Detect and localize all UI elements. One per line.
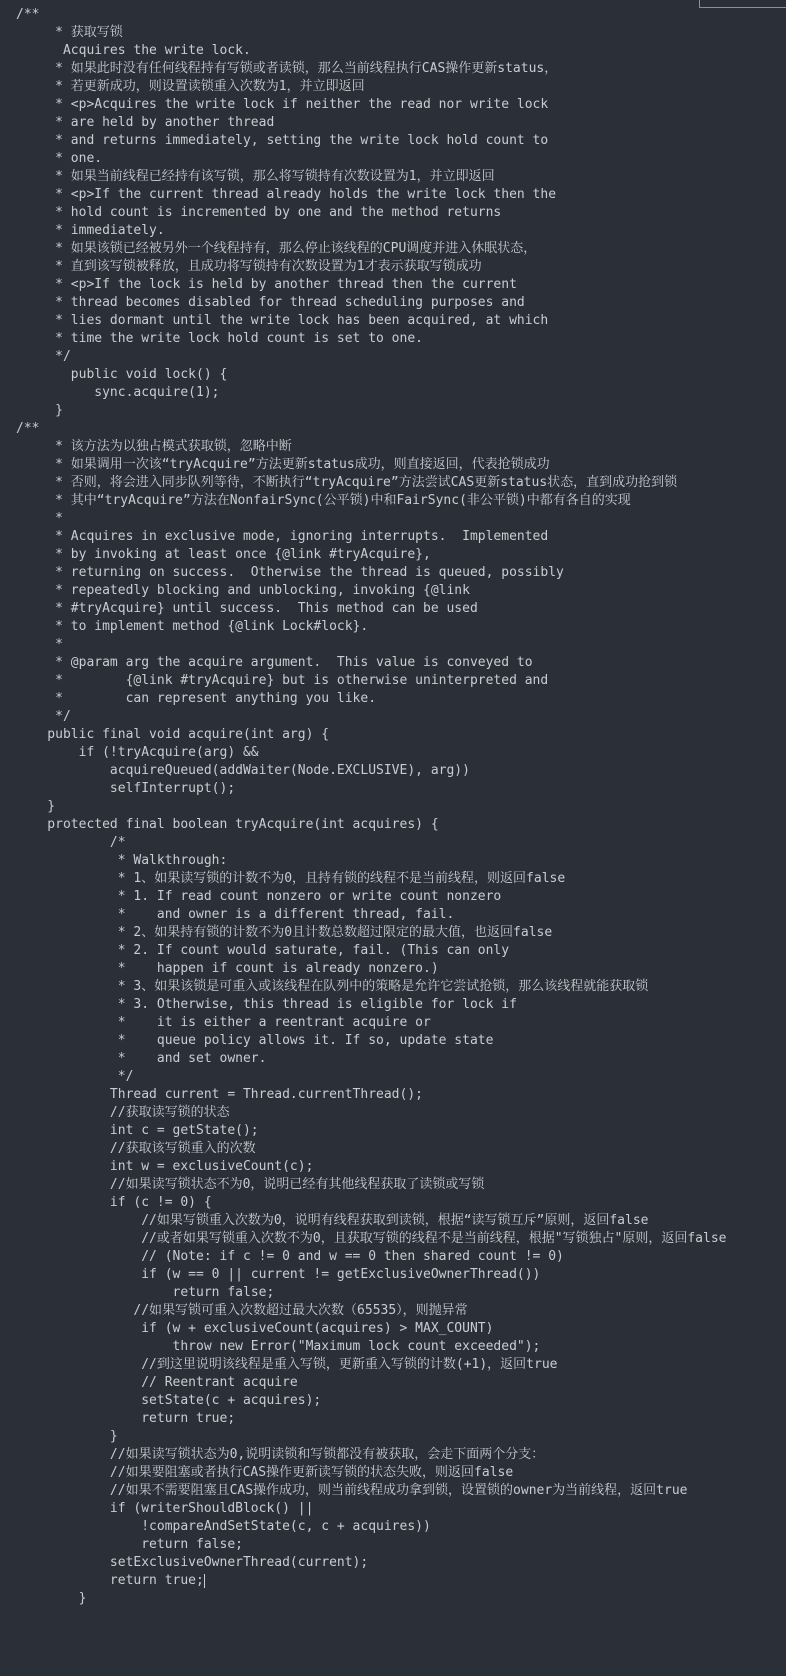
code-line: * queue policy allows it. If so, update state xyxy=(16,1033,494,1048)
code-line: * can represent anything you like. xyxy=(16,691,377,706)
code-line: //如果写锁可重入次数超过最大次数（65535），则抛异常 xyxy=(16,1303,468,1318)
code-line: if (writerShouldBlock() || xyxy=(16,1501,314,1516)
code-line: // Reentrant acquire xyxy=(16,1375,298,1390)
top-right-panel-edge xyxy=(699,0,786,8)
code-line: setState(c + acquires); xyxy=(16,1393,322,1408)
code-line: return true; xyxy=(16,1573,204,1588)
code-line: /** xyxy=(16,7,40,22)
code-line: //如果不需要阻塞且CAS操作成功，则当前线程成功拿到锁，设置锁的owner为当前线程，返回true xyxy=(16,1483,688,1498)
code-line: * 直到该写锁被释放，且成功将写锁持有次数设置为1才表示获取写锁成功 xyxy=(16,259,482,274)
code-line: if (!tryAcquire(arg) && xyxy=(16,745,259,760)
code-line: * to implement method {@link Lock#lock}. xyxy=(16,619,369,634)
code-line: * thread becomes disabled for thread scheduling purposes and xyxy=(16,295,525,310)
text-cursor xyxy=(204,1574,205,1588)
code-line: * time the write lock hold count is set to one. xyxy=(16,331,423,346)
code-line: * and owner is a different thread, fail. xyxy=(16,907,455,922)
code-line: setExclusiveOwnerThread(current); xyxy=(16,1555,369,1570)
code-line: * 2. If count would saturate, fail. (This can only xyxy=(16,943,510,958)
code-line: * xyxy=(16,637,63,652)
code-line: * Acquires in exclusive mode, ignoring interrupts. Implemented xyxy=(16,529,549,544)
code-line: } xyxy=(16,1429,118,1444)
code-line: } xyxy=(16,1591,87,1606)
code-line: * lies dormant until the write lock has been acquired, at which xyxy=(16,313,549,328)
code-line: //获取该写锁重入的次数 xyxy=(16,1141,256,1156)
code-line: * repeatedly blocking and unblocking, invoking {@link xyxy=(16,583,470,598)
code-line: //或者如果写锁重入次数不为0，且获取写锁的线程不是当前线程，根据"写锁独占"原则，返回false xyxy=(16,1231,727,1246)
code-line: //如果读写锁状态不为0，说明已经有其他线程获取了读锁或写锁 xyxy=(16,1177,485,1192)
code-line: * 1. If read count nonzero or write count nonzero xyxy=(16,889,502,904)
code-line: //如果写锁重入次数为0，说明有线程获取到读锁，根据“读写锁互斥”原则，返回false xyxy=(16,1213,649,1228)
code-line: //获取读写锁的状态 xyxy=(16,1105,230,1120)
code-line: * {@link #tryAcquire} but is otherwise uninterpreted and xyxy=(16,673,549,688)
code-line: } xyxy=(16,799,56,814)
code-line: return false; xyxy=(16,1285,275,1300)
code-line: /* xyxy=(16,835,126,850)
code-line: * one. xyxy=(16,151,103,166)
code-line: * <p>If the current thread already holds the write lock then the xyxy=(16,187,557,202)
code-line: * by invoking at least once {@link #tryAcquire}, xyxy=(16,547,431,562)
code-line: */ xyxy=(16,1069,134,1084)
code-line: * xyxy=(16,511,63,526)
code-line: acquireQueued(addWaiter(Node.EXCLUSIVE), arg)) xyxy=(16,763,470,778)
code-line: public final void acquire(int arg) { xyxy=(16,727,330,742)
code-line: int c = getState(); xyxy=(16,1123,259,1138)
code-line: * are held by another thread xyxy=(16,115,275,130)
code-line: * @param arg the acquire argument. This value is conveyed to xyxy=(16,655,533,670)
code-line: // (Note: if c != 0 and w == 0 then shared count != 0) xyxy=(16,1249,564,1264)
code-line: } xyxy=(16,403,63,418)
code-line: * 否则，将会进入同步队列等待，不断执行“tryAcquire”方法尝试CAS更新status状态，直到成功抢到锁 xyxy=(16,475,678,490)
code-line: * 1、如果读写锁的计数不为0，且持有锁的线程不是当前线程，则返回false xyxy=(16,871,566,886)
code-line: * Walkthrough: xyxy=(16,853,228,868)
code-line: * 如果调用一次该“tryAcquire”方法更新status成功，则直接返回，代表抢锁成功 xyxy=(16,457,550,472)
code-line: protected final boolean tryAcquire(int acquires) { xyxy=(16,817,439,832)
code-line: int w = exclusiveCount(c); xyxy=(16,1159,314,1174)
code-line: * happen if count is already nonzero.) xyxy=(16,961,439,976)
code-line: */ xyxy=(16,709,71,724)
code-line: if (c != 0) { xyxy=(16,1195,212,1210)
code-line: //如果读写锁状态为0,说明读锁和写锁都没有被获取，会走下面两个分支： xyxy=(16,1447,545,1462)
code-line: * 2、如果持有锁的计数不为0且计数总数超过限定的最大值，也返回false xyxy=(16,925,553,940)
code-line: Acquires the write lock. xyxy=(16,43,251,58)
code-line: * and returns immediately, setting the write lock hold count to xyxy=(16,133,549,148)
code-line: !compareAndSetState(c, c + acquires)) xyxy=(16,1519,431,1534)
code-line: * 如果该锁已经被另外一个线程持有，那么停止该线程的CPU调度并进入休眠状态， xyxy=(16,241,537,256)
code-line: * 获取写锁 xyxy=(16,25,123,40)
code-line: selfInterrupt(); xyxy=(16,781,236,796)
code-line: * 3、如果该锁是可重入或该线程在队列中的策略是允许它尝试抢锁，那么该线程就能获取锁 xyxy=(16,979,649,994)
code-line: if (w + exclusiveCount(acquires) > MAX_COUNT) xyxy=(16,1321,494,1336)
code-line: * <p>Acquires the write lock if neither the read nor write lock xyxy=(16,97,549,112)
code-line: sync.acquire(1); xyxy=(16,385,220,400)
code-line: * returning on success. Otherwise the thread is queued, possibly xyxy=(16,565,564,580)
code-line: return true; xyxy=(16,1411,236,1426)
code-line: * 若更新成功，则设置读锁重入次数为1，并立即返回 xyxy=(16,79,365,94)
code-line: //如果要阻塞或者执行CAS操作更新读写锁的状态失败，则返回false xyxy=(16,1465,514,1480)
code-line: */ xyxy=(16,349,71,364)
code-line: * hold count is incremented by one and the method returns xyxy=(16,205,502,220)
code-line: * 其中“tryAcquire”方法在NonfairSync(公平锁)中和FairSync(非公平锁)中都有各自的实现 xyxy=(16,493,631,508)
code-line: Thread current = Thread.currentThread(); xyxy=(16,1087,423,1102)
code-line: * 3. Otherwise, this thread is eligible for lock if xyxy=(16,997,517,1012)
code-line: //到这里说明该线程是重入写锁，更新重入写锁的计数(+1)，返回true xyxy=(16,1357,558,1372)
code-line: * 如果当前线程已经持有该写锁，那么将写锁持有次数设置为1，并立即返回 xyxy=(16,169,495,184)
code-line: if (w == 0 || current != getExclusiveOwnerThread()) xyxy=(16,1267,541,1282)
code-line: * <p>If the lock is held by another thread then the current xyxy=(16,277,517,292)
code-line: /** xyxy=(16,421,40,436)
code-line: throw new Error("Maximum lock count exceeded"); xyxy=(16,1339,541,1354)
code-line: return false; xyxy=(16,1537,243,1552)
code-line: * immediately. xyxy=(16,223,165,238)
code-line: * it is either a reentrant acquire or xyxy=(16,1015,431,1030)
code-line: * 如果此时没有任何线程持有写锁或者读锁，那么当前线程执行CAS操作更新status， xyxy=(16,61,558,76)
code-line: * 该方法为以独占模式获取锁，忽略中断 xyxy=(16,439,292,454)
code-line: public void lock() { xyxy=(16,367,228,382)
code-line: * and set owner. xyxy=(16,1051,267,1066)
code-line: * #tryAcquire} until success. This method can be used xyxy=(16,601,478,616)
